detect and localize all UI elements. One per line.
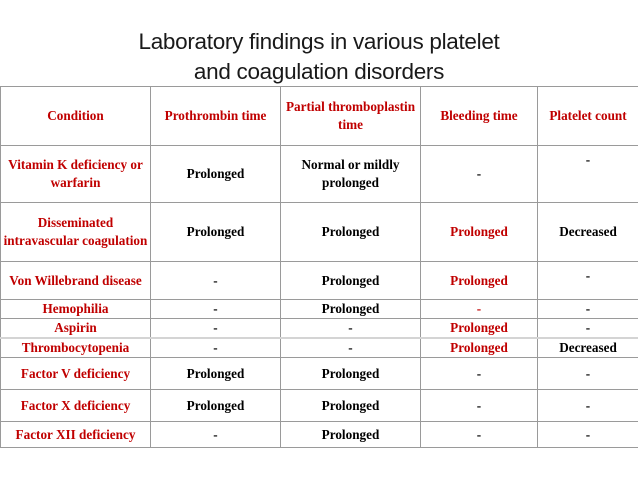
table-header-row (1, 87, 638, 146)
pt-cell: Prolonged (151, 358, 281, 390)
title-line-1: Laboratory findings in various platelet (138, 29, 500, 54)
condition-cell: Disseminated intravascular coagulation (1, 203, 151, 262)
pt-cell: - (151, 300, 281, 319)
condition-cell: Vitamin K deficiency or warfarin (1, 146, 151, 203)
condition-cell: Factor X deficiency (1, 390, 151, 422)
platelet-cell: Decreased (538, 338, 638, 358)
platelet-cell: - (538, 422, 638, 448)
table-row (1, 146, 638, 203)
table-row (1, 390, 638, 422)
pt-cell: Prolonged (151, 203, 281, 262)
bt-cell: - (421, 422, 538, 448)
ptt-cell: - (281, 338, 421, 358)
ptt-cell: Prolonged (281, 390, 421, 422)
condition-cell: Aspirin (1, 319, 151, 339)
bt-cell: Prolonged (421, 338, 538, 358)
title-line-2: and coagulation disorders (193, 59, 445, 84)
platelet-cell: - (538, 358, 638, 390)
condition-cell: Hemophilia (1, 300, 151, 319)
header-partial-thromboplastin-time: Partial thromboplastin time (281, 87, 421, 146)
bt-cell: Prolonged (421, 262, 538, 300)
bt-cell: Prolonged (421, 203, 538, 262)
ptt-cell: Prolonged (281, 358, 421, 390)
ptt-cell: Prolonged (281, 422, 421, 448)
bt-cell: - (421, 358, 538, 390)
table-row (1, 262, 638, 300)
platelet-cell: - (538, 262, 638, 300)
platelet-cell: - (538, 300, 638, 319)
table-row (1, 319, 638, 339)
ptt-cell: Prolonged (281, 300, 421, 319)
table-row (1, 422, 638, 448)
platelet-cell: Decreased (538, 203, 638, 262)
ptt-cell: Normal or mildly prolonged (281, 146, 421, 203)
ptt-cell: - (281, 319, 421, 339)
pt-cell: - (151, 319, 281, 339)
condition-cell: Factor XII deficiency (1, 422, 151, 448)
bt-cell: - (421, 390, 538, 422)
pt-cell: - (151, 338, 281, 358)
header-condition: Condition (1, 87, 151, 146)
bt-cell: - (421, 300, 538, 319)
condition-cell: Von Willebrand disease (1, 262, 151, 300)
header-platelet-count: Platelet count (538, 87, 638, 146)
bt-cell: - (421, 146, 538, 203)
condition-cell: Factor V deficiency (1, 358, 151, 390)
pt-cell: Prolonged (151, 146, 281, 203)
table-row (1, 203, 638, 262)
table-row (1, 300, 638, 319)
pt-cell: Prolonged (151, 390, 281, 422)
pt-cell: - (151, 422, 281, 448)
condition-cell: Thrombocytopenia (1, 338, 151, 358)
header-prothrombin-time: Prothrombin time (151, 87, 281, 146)
table-row (1, 338, 638, 358)
platelet-cell: - (538, 146, 638, 203)
platelet-cell: - (538, 319, 638, 339)
platelet-cell: - (538, 390, 638, 422)
lab-findings-table (0, 86, 638, 448)
header-bleeding-time: Bleeding time (421, 87, 538, 146)
slide-title (0, 27, 638, 87)
ptt-cell: Prolonged (281, 262, 421, 300)
ptt-cell: Prolonged (281, 203, 421, 262)
bt-cell: Prolonged (421, 319, 538, 339)
pt-cell: - (151, 262, 281, 300)
table-row (1, 358, 638, 390)
